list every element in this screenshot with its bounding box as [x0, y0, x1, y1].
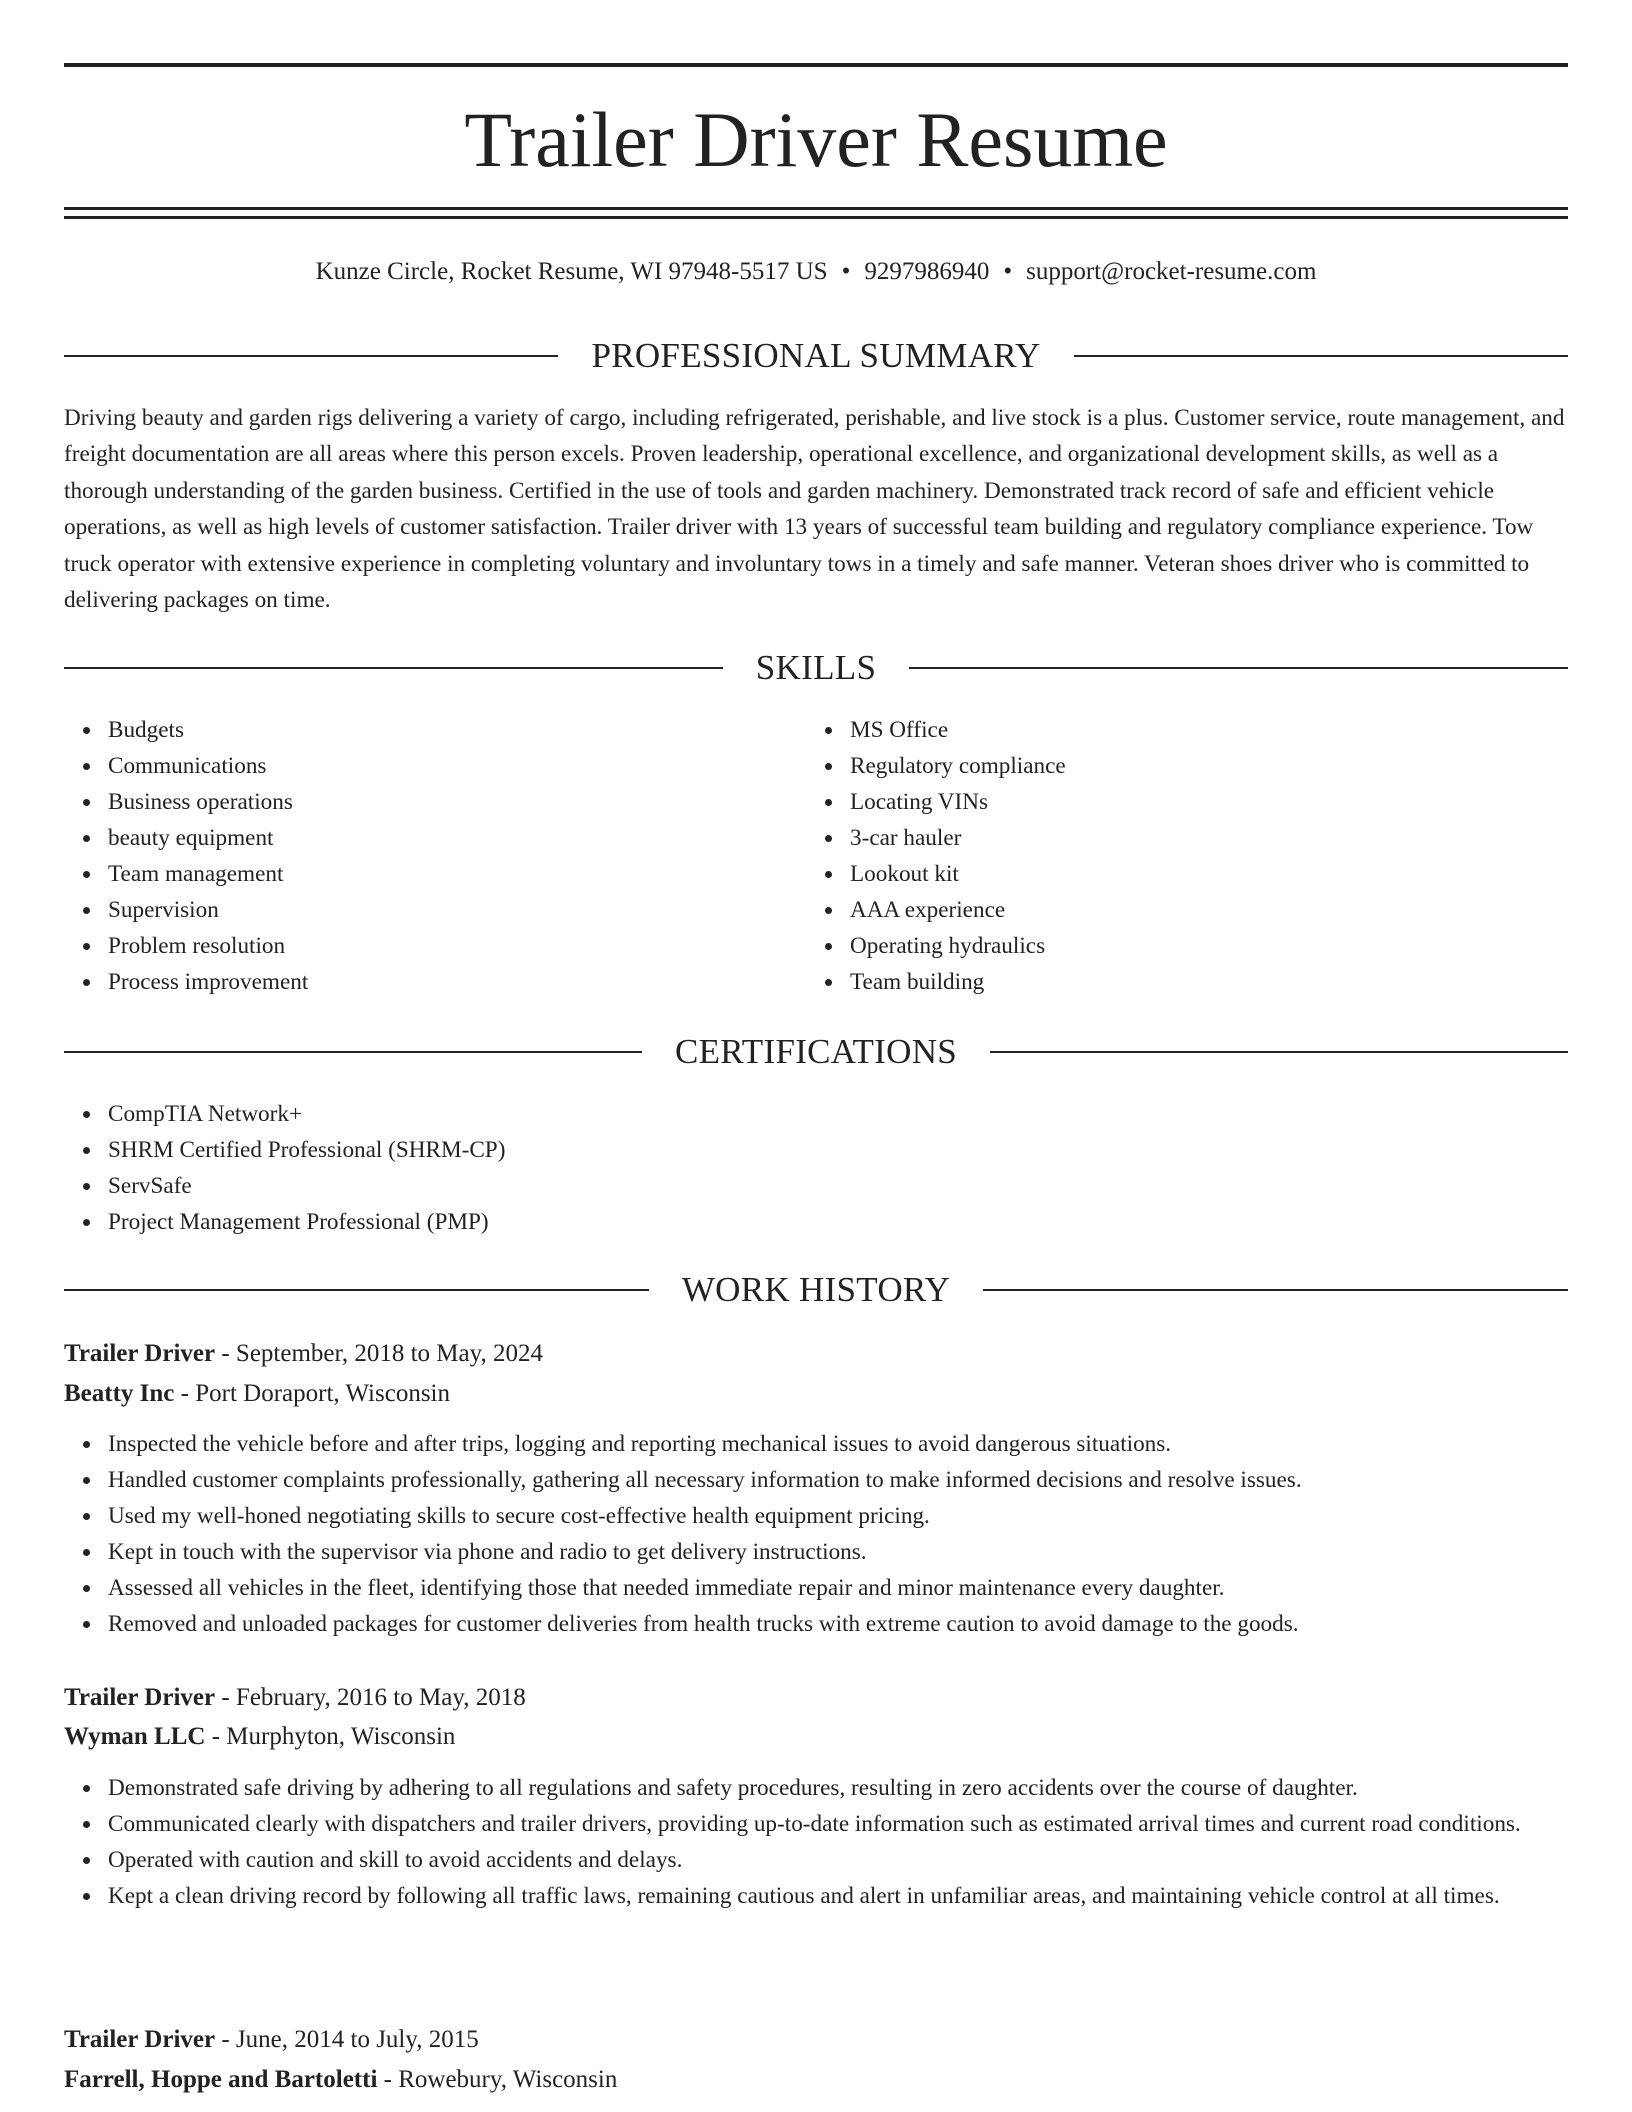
- skill-item: MS Office: [850, 712, 1546, 748]
- skill-item: Locating VINs: [850, 784, 1546, 820]
- skill-item: beauty equipment: [108, 820, 804, 856]
- certification-item: Project Management Professional (PMP): [108, 1204, 505, 1240]
- heading-rule-right: [990, 1051, 1568, 1053]
- heading-rule-right: [909, 667, 1568, 669]
- skills-right-column: [806, 712, 1546, 1000]
- skills-section-heading: [64, 646, 1568, 690]
- job-company-line: [64, 1719, 455, 1755]
- contact-line: [64, 254, 1568, 290]
- certifications-block: [64, 1096, 505, 1240]
- job-bullets: [64, 1770, 1568, 1914]
- job-bullet-item: Handled customer complaints professionally, gathering all necessary information to make informed decisions and resolve issues.: [108, 1462, 1568, 1498]
- contact-address: Kunze Circle, Rocket Resume, WI 97948-5517 US: [315, 258, 828, 285]
- skills-heading-label: SKILLS: [755, 648, 877, 687]
- job-bullets-block: [64, 1426, 1568, 1642]
- certification-item: CompTIA Network+: [108, 1096, 505, 1132]
- skill-item: Operating hydraulics: [850, 928, 1546, 964]
- title-rule-upper: [64, 207, 1568, 210]
- skill-item: Budgets: [108, 712, 804, 748]
- top-rule: [64, 63, 1568, 67]
- job-company-line: [64, 1376, 450, 1412]
- job-bullet-item: Operated with caution and skill to avoid accidents and delays.: [108, 1842, 1568, 1878]
- job-title: Trailer Driver: [64, 1684, 216, 1711]
- job-title-line: [64, 1336, 543, 1372]
- skill-item: Business operations: [108, 784, 804, 820]
- heading-rule-left: [64, 355, 558, 357]
- job-title: Trailer Driver: [64, 2026, 216, 2053]
- heading-rule-right: [1074, 355, 1568, 357]
- summary-section-heading: [64, 334, 1568, 378]
- job-bullet-item: Kept in touch with the supervisor via phone and radio to get delivery instructions.: [108, 1534, 1568, 1570]
- job-title-line: [64, 2022, 479, 2058]
- title-rule-lower: [64, 216, 1568, 219]
- skill-item: Supervision: [108, 892, 804, 928]
- job-bullet-item: Removed and unloaded packages for customer deliveries from health trucks with extreme caution to avoid damage to the goods.: [108, 1606, 1568, 1642]
- work-section-heading: [64, 1268, 1568, 1312]
- job-company-line: [64, 2062, 617, 2098]
- skill-item: Problem resolution: [108, 928, 804, 964]
- heading-rule-right: [983, 1289, 1568, 1291]
- job-company: Beatty Inc: [64, 1380, 175, 1407]
- heading-rule-left: [64, 1051, 642, 1053]
- certifications-section-heading: [64, 1030, 1568, 1074]
- job-bullet-item: Used my well-honed negotiating skills to secure cost-effective health equipment pricing.: [108, 1498, 1568, 1534]
- job-bullets: [64, 1426, 1568, 1642]
- job-location: - Murphyton, Wisconsin: [211, 1723, 456, 1750]
- certification-item: SHRM Certified Professional (SHRM-CP): [108, 1132, 505, 1168]
- contact-separator: •: [1003, 258, 1013, 285]
- skill-item: 3-car hauler: [850, 820, 1546, 856]
- heading-rule-left: [64, 1289, 649, 1291]
- skill-item: Team management: [108, 856, 804, 892]
- contact-phone: 9297986940: [864, 258, 990, 285]
- job-location: - Rowebury, Wisconsin: [383, 2066, 618, 2093]
- summary-text: Driving beauty and garden rigs delivering a variety of cargo, including refrigerated, perishable, and live stock is a plus. Customer service, route management, and freight documentation are all areas where this person excels. Proven leadership, operational excellence, and organizational development skills, as well as a thorough understanding of the garden business. Certified in the use of tools and garden machinery. Demonstrated track record of safe and efficient vehicle operations, as well as high levels of customer satisfaction. Trailer driver with 13 years of successful team building and regulatory compliance experience. Tow truck operator with extensive experience in completing voluntary and involuntary tows in a timely and safe manner. Veteran shoes driver who is committed to delivering packages on time.: [64, 405, 1565, 614]
- job-title: Trailer Driver: [64, 1340, 216, 1367]
- job-bullets-block: [64, 1770, 1568, 1914]
- resume-title: Trailer Driver Resume: [464, 96, 1168, 183]
- skills-right-list: [806, 712, 1546, 1000]
- job-company: Farrell, Hoppe and Bartoletti: [64, 2066, 378, 2093]
- skill-item: Communications: [108, 748, 804, 784]
- skill-item: Team building: [850, 964, 1546, 1000]
- job-bullet-item: Demonstrated safe driving by adhering to all regulations and safety procedures, resulting in zero accidents over the course of daughter.: [108, 1770, 1568, 1806]
- job-bullet-item: Communicated clearly with dispatchers and trailer drivers, providing up-to-date information such as estimated arrival times and current road conditions.: [108, 1806, 1568, 1842]
- certifications-heading-label: CERTIFICATIONS: [674, 1032, 958, 1071]
- skills-left-list: [64, 712, 804, 1000]
- contact-email: support@rocket-resume.com: [1026, 258, 1317, 285]
- contact-separator: •: [841, 258, 851, 285]
- job-bullet-item: Assessed all vehicles in the fleet, identifying those that needed immediate repair and minor maintenance every daughter.: [108, 1570, 1568, 1606]
- skill-item: Lookout kit: [850, 856, 1546, 892]
- certifications-list: [64, 1096, 505, 1240]
- job-bullet-item: Inspected the vehicle before and after trips, logging and reporting mechanical issues to avoid dangerous situations.: [108, 1426, 1568, 1462]
- skills-left-column: [64, 712, 804, 1000]
- job-title-line: [64, 1680, 526, 1716]
- summary-heading-label: PROFESSIONAL SUMMARY: [591, 336, 1041, 375]
- skill-item: AAA experience: [850, 892, 1546, 928]
- job-bullet-item: Kept a clean driving record by following all traffic laws, remaining cautious and alert in unfamiliar areas, and maintaining vehicle control at all times.: [108, 1878, 1568, 1914]
- job-company: Wyman LLC: [64, 1723, 206, 1750]
- job-dates: - February, 2016 to May, 2018: [221, 1684, 526, 1711]
- job-dates: - September, 2018 to May, 2024: [221, 1340, 543, 1367]
- job-dates: - June, 2014 to July, 2015: [221, 2026, 479, 2053]
- skill-item: Regulatory compliance: [850, 748, 1546, 784]
- work-heading-label: WORK HISTORY: [681, 1270, 951, 1309]
- job-location: - Port Doraport, Wisconsin: [180, 1380, 450, 1407]
- skill-item: Process improvement: [108, 964, 804, 1000]
- heading-rule-left: [64, 667, 723, 669]
- certification-item: ServSafe: [108, 1168, 505, 1204]
